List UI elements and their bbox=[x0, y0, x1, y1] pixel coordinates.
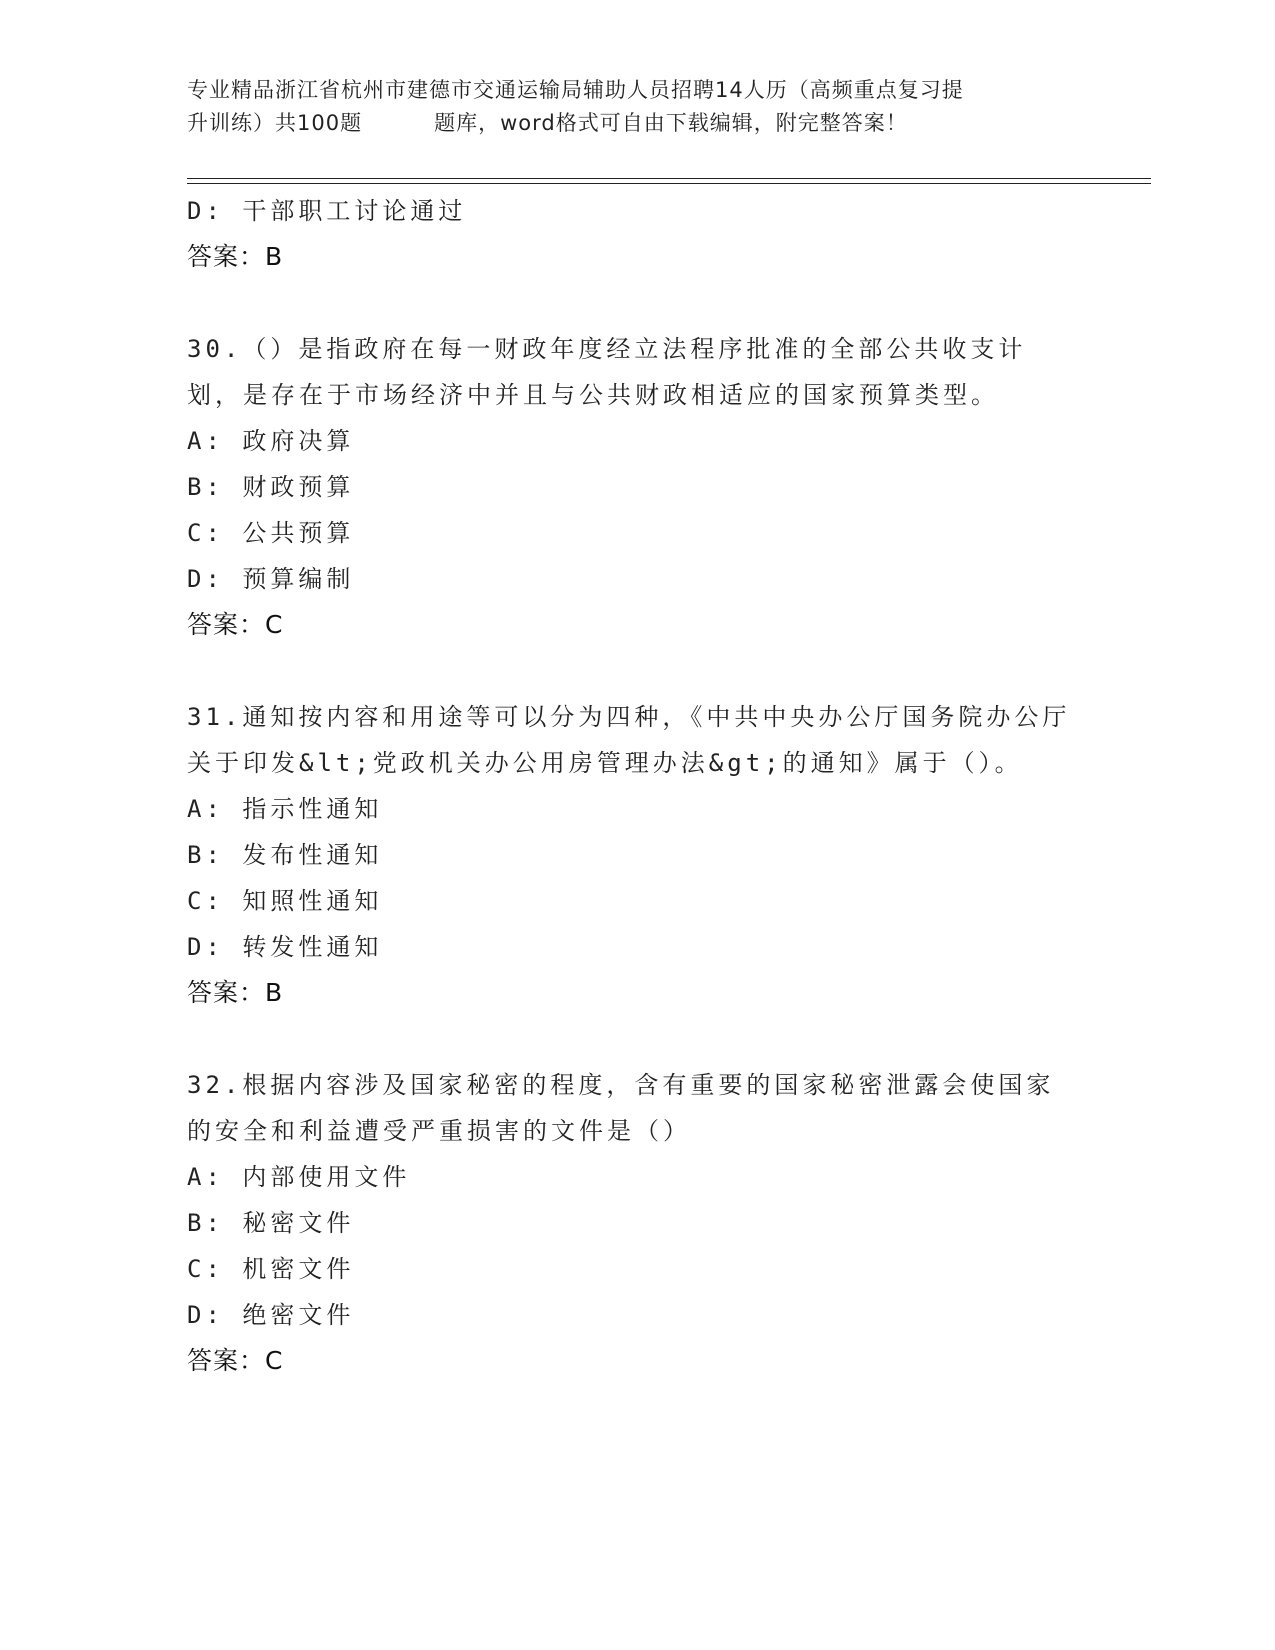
prev-option-d: D: 干部职工讨论通过 bbox=[187, 197, 467, 225]
option-c: C: 公共预算 bbox=[187, 519, 355, 547]
prev-answer: 答案：B bbox=[187, 242, 284, 271]
option-b: B: 秘密文件 bbox=[187, 1209, 355, 1237]
document-header bbox=[187, 74, 1087, 140]
answer: 答案：C bbox=[187, 610, 284, 639]
header-line-2-part-2: 题库，word格式可自由下载编辑，附完整答案！ bbox=[434, 111, 908, 135]
option-c: C: 知照性通知 bbox=[187, 887, 383, 915]
question-30 bbox=[187, 326, 1077, 648]
option-a: A: 内部使用文件 bbox=[187, 1163, 411, 1191]
question-text: 31.通知按内容和用途等可以分为四种，《中共中央办公厅国务院办公厅关于印发&lt;党政机关办公用房管理办法&gt;的通知》属于（）。 bbox=[187, 703, 1071, 777]
option-d: D: 转发性通知 bbox=[187, 933, 383, 961]
option-b: B: 财政预算 bbox=[187, 473, 355, 501]
option-d: D: 绝密文件 bbox=[187, 1301, 355, 1329]
question-32 bbox=[187, 1062, 1077, 1384]
option-a: A: 政府决算 bbox=[187, 427, 355, 455]
header-line-2 bbox=[187, 107, 1087, 140]
question-31 bbox=[187, 694, 1077, 1016]
question-list bbox=[187, 188, 1077, 1384]
header-rule-bottom bbox=[187, 183, 1151, 184]
answer: 答案：B bbox=[187, 978, 284, 1007]
header-line-1: 专业精品浙江省杭州市建德市交通运输局辅助人员招聘14人历（高频重点复习提 bbox=[187, 78, 964, 102]
header-line-2-part-1: 升训练）共100题 bbox=[187, 111, 363, 135]
question-text: 32.根据内容涉及国家秘密的程度，含有重要的国家秘密泄露会使国家的安全和利益遭受严重损害的文件是（） bbox=[187, 1071, 1055, 1145]
header-rule-top bbox=[187, 178, 1151, 179]
option-c: C: 机密文件 bbox=[187, 1255, 355, 1283]
option-a: A: 指示性通知 bbox=[187, 795, 383, 823]
answer: 答案：C bbox=[187, 1346, 284, 1375]
option-d: D: 预算编制 bbox=[187, 565, 355, 593]
question-text: 30.（）是指政府在每一财政年度经立法程序批准的全部公共收支计划，是存在于市场经济中并且与公共财政相适应的国家预算类型。 bbox=[187, 335, 1027, 409]
option-b: B: 发布性通知 bbox=[187, 841, 383, 869]
